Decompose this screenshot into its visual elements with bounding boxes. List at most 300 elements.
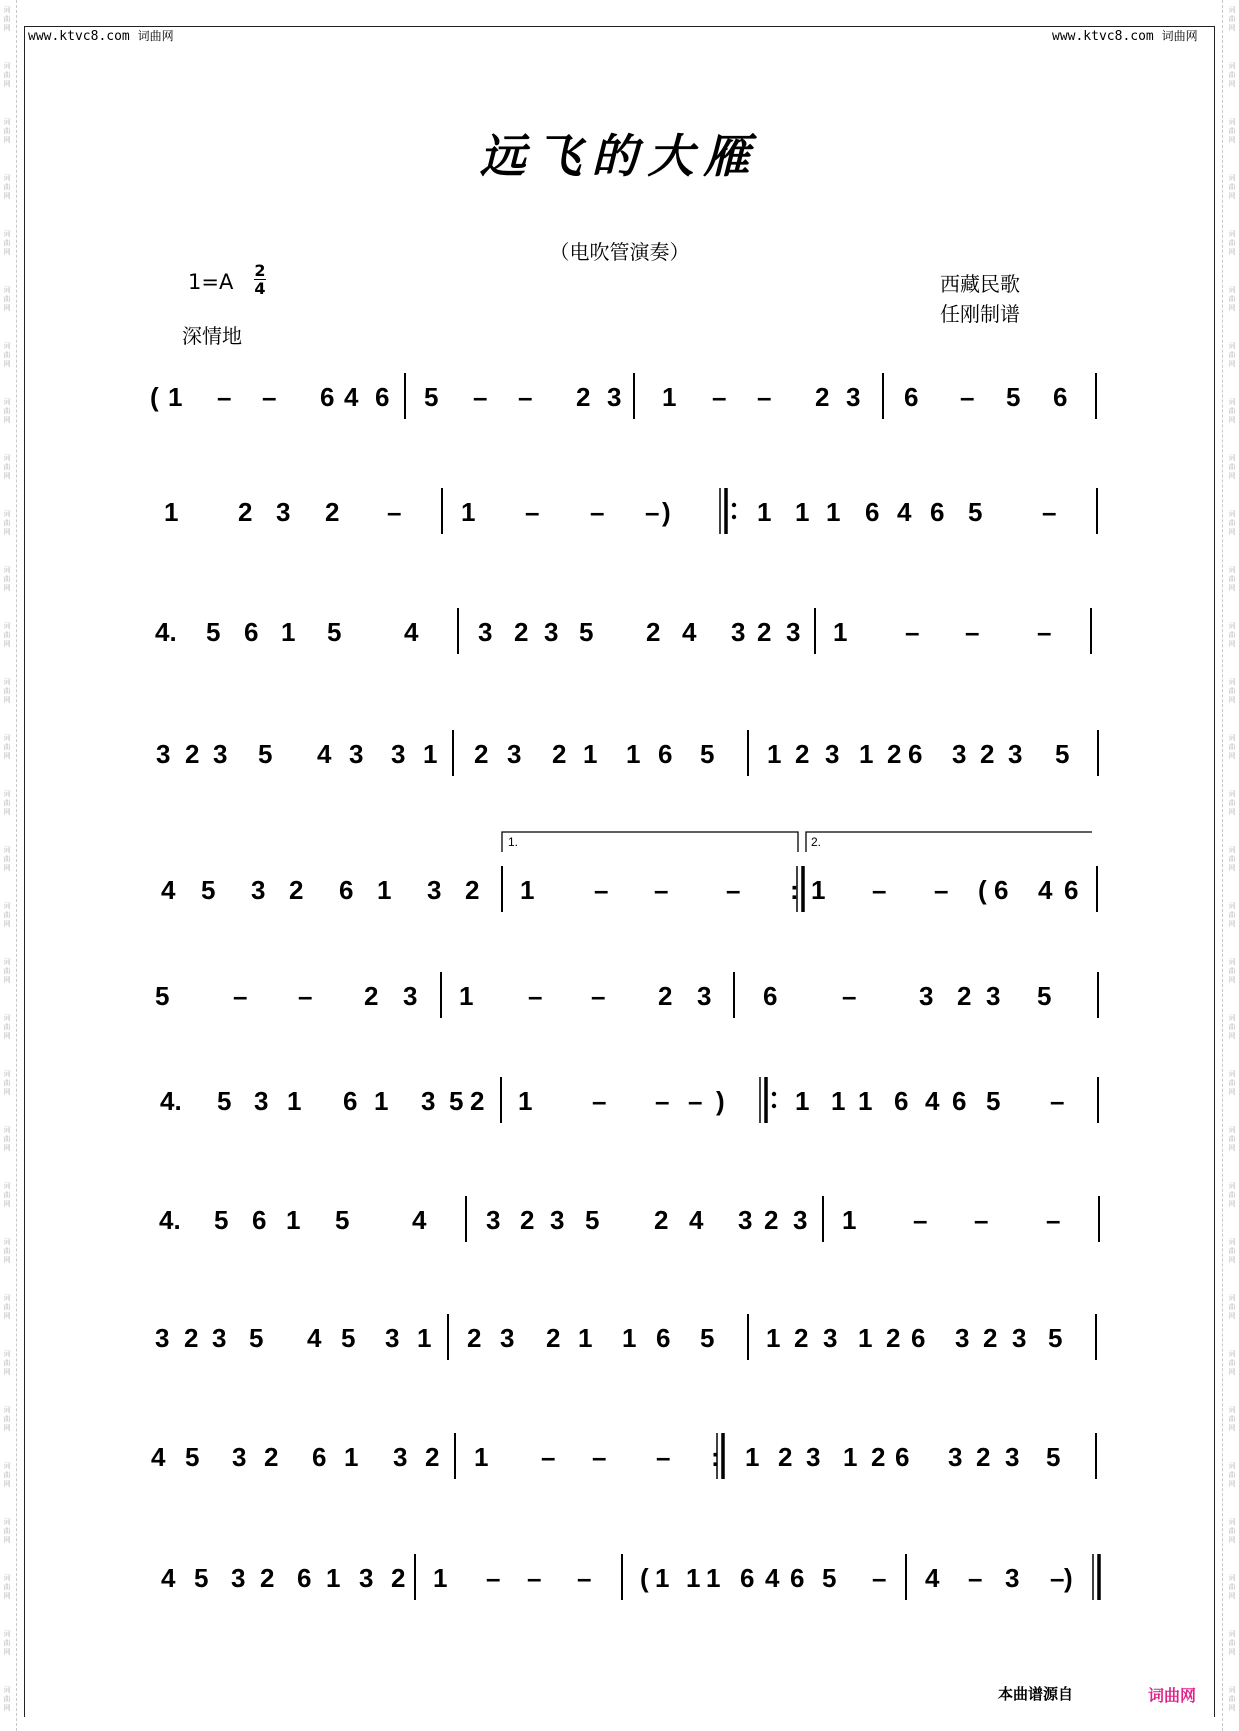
jianpu-note: 3 [986,981,1001,1011]
jianpu-note: 5 [249,1323,264,1353]
jianpu-note: 1 [374,1086,389,1116]
jianpu-note: 1 [164,497,179,527]
jianpu-note: 1 [842,1205,857,1235]
volta-1-label: 1. [508,835,519,849]
jianpu-note: 2 [871,1442,886,1472]
jianpu-note: 2 [778,1442,793,1472]
watermark-glyph: 词 曲 网 [3,790,11,816]
jianpu-note: 1 [858,1323,873,1353]
jianpu-note: 3 [403,981,418,1011]
watermark-glyph: 词 曲 网 [3,902,11,928]
jianpu-note: 2 [470,1086,485,1116]
watermark-glyph: 词 曲 网 [3,1630,11,1656]
site-url-left[interactable]: www.ktvc8.com 词曲网 [28,29,174,44]
jianpu-note: 5 [1006,382,1021,412]
jianpu-note: 3 [544,617,559,647]
dash-note: – [541,1442,556,1472]
paren-mark: ( [640,1563,649,1593]
jianpu-note: 6 [339,875,354,905]
jianpu-note: 2 [474,739,489,769]
dash-note: – [528,981,543,1011]
jianpu-note: 4 [404,617,419,647]
watermark-glyph: 词 曲 网 [1228,1294,1236,1320]
jianpu-note: 2 [815,382,830,412]
jianpu-note: 6 [952,1086,967,1116]
jianpu-note: 6 [297,1563,312,1593]
jianpu-note: 2 [757,617,772,647]
jianpu-note: 3 [427,875,442,905]
jianpu-note: 1 [433,1563,448,1593]
jianpu-note: 4. [159,1205,181,1235]
dash-note: – [233,981,248,1011]
watermark-glyph: 词 曲 网 [3,1574,11,1600]
jianpu-note: 2 [552,739,567,769]
jianpu-note: 3 [251,875,266,905]
score-title: 远飞的大雁 [479,129,760,183]
watermark-glyph: 词 曲 网 [1228,62,1236,88]
watermark-glyph: 词 曲 网 [3,1294,11,1320]
jianpu-note: 5 [700,739,715,769]
watermark-glyph: 词 曲 网 [3,398,11,424]
jianpu-note: 1 [326,1563,341,1593]
jianpu-note: 4 [161,1563,176,1593]
jianpu-note: 6 [320,382,335,412]
jianpu-note: 3 [952,739,967,769]
watermark-glyph: 词 曲 网 [1228,790,1236,816]
jianpu-note: 1 [662,382,677,412]
jianpu-note: 3 [254,1086,269,1116]
dash-note: – [592,1442,607,1472]
jianpu-note: 3 [478,617,493,647]
jianpu-note: 5 [185,1442,200,1472]
jianpu-note: 4 [682,617,697,647]
dash-note: – [872,875,887,905]
watermark-glyph: 词 曲 网 [1228,1350,1236,1376]
jianpu-note: 3 [550,1205,565,1235]
dash-note: – [654,875,669,905]
jianpu-note: 3 [232,1442,247,1472]
dash-note: – [217,382,232,412]
watermark-glyph: 词 曲 网 [3,622,11,648]
dash-note: – [842,981,857,1011]
jianpu-note: 4 [161,875,176,905]
watermark-glyph: 词 曲 网 [3,1462,11,1488]
jianpu-note: 4 [897,497,912,527]
jianpu-note: 3 [607,382,622,412]
jianpu-note: 1 [287,1086,302,1116]
jianpu-note: 4 [317,739,332,769]
jianpu-note: 3 [507,739,522,769]
watermark-glyph: 词 曲 网 [1228,230,1236,256]
jianpu-note: 3 [212,1323,227,1353]
jianpu-note: 1 [766,1323,781,1353]
jianpu-note: 2 [980,739,995,769]
dash-note: – [688,1086,703,1116]
watermark-glyph: 词 曲 网 [3,566,11,592]
jianpu-note: 3 [486,1205,501,1235]
jianpu-note: 1 [518,1086,533,1116]
jianpu-note: 5 [585,1205,600,1235]
jianpu-note: 3 [391,739,406,769]
dash-note: – [594,875,609,905]
dash-note: – [525,497,540,527]
jianpu-note: 3 [793,1205,808,1235]
jianpu-note: 2 [260,1563,275,1593]
time-signature-bottom: 4 [254,279,266,298]
paren-mark: ( [978,875,987,905]
watermark-glyph: 词 曲 网 [3,118,11,144]
repeat-dot [772,1092,776,1096]
watermark-glyph: 词 曲 网 [3,678,11,704]
jianpu-note: 1 [626,739,641,769]
paren-mark: ) [1064,1563,1073,1593]
watermark-glyph: 词 曲 网 [1228,118,1236,144]
jianpu-note: 2 [520,1205,535,1235]
jianpu-note: 5 [700,1323,715,1353]
volta-1 [502,832,798,852]
jianpu-note: 2 [886,1323,901,1353]
watermark-glyph: 词 曲 网 [3,230,11,256]
jianpu-note: 5 [1046,1442,1061,1472]
jianpu-note: 6 [312,1442,327,1472]
watermark-glyph: 词 曲 网 [3,1518,11,1544]
jianpu-note: 2 [957,981,972,1011]
jianpu-note: 3 [385,1323,400,1353]
watermark-glyph: 词 曲 网 [1228,1406,1236,1432]
jianpu-note: 3 [825,739,840,769]
jianpu-note: 1 [811,875,826,905]
jianpu-note: 2 [514,617,529,647]
jianpu-note: 3 [359,1563,374,1593]
watermark-glyph: 词 曲 网 [1228,1014,1236,1040]
jianpu-note: 1 [520,875,535,905]
jianpu-note: 2 [576,382,591,412]
jianpu-note: 3 [1008,739,1023,769]
jianpu-note: 1 [655,1563,670,1593]
watermark-glyph: 词 曲 网 [1228,734,1236,760]
watermark-glyph: 词 曲 网 [3,1238,11,1264]
watermark-glyph: 词 曲 网 [3,846,11,872]
jianpu-note: 1 [417,1323,432,1353]
jianpu-note: 6 [930,497,945,527]
time-signature-top: 2 [254,261,266,280]
jianpu-note: 6 [895,1442,910,1472]
jianpu-note: 5 [335,1205,350,1235]
jianpu-note: 1 [826,497,841,527]
paren-mark: ) [716,1086,725,1116]
dash-note: – [656,1442,671,1472]
jianpu-note: 6 [375,382,390,412]
jianpu-note: 3 [919,981,934,1011]
repeat-dot [772,1104,776,1108]
jianpu-note: 2 [764,1205,779,1235]
jianpu-note: 2 [658,981,673,1011]
jianpu-note: 3 [349,739,364,769]
watermark-glyph: 词 曲 网 [1228,286,1236,312]
jianpu-note: 1 [474,1442,489,1472]
watermark-glyph: 词 曲 网 [1228,1182,1236,1208]
jianpu-note: 6 [740,1563,755,1593]
jianpu-note: 5 [1055,739,1070,769]
jianpu-note: 5 [1037,981,1052,1011]
dash-note: – [1042,497,1057,527]
dash-note: – [905,617,920,647]
jianpu-note: 6 [865,497,880,527]
watermark-glyph: 词 曲 网 [1228,1126,1236,1152]
jianpu-note: 4 [412,1205,427,1235]
jianpu-note: 2 [364,981,379,1011]
jianpu-note: 2 [184,1323,199,1353]
jianpu-note: 5 [968,497,983,527]
jianpu-note: 1 [859,739,874,769]
jianpu-note: 6 [252,1205,267,1235]
jianpu-note: 4 [765,1563,780,1593]
song-origin: 西藏民歌 [940,272,1020,296]
jianpu-note: 4 [151,1442,166,1472]
watermark-glyph: 词 曲 网 [3,454,11,480]
watermark-glyph: 词 曲 网 [1228,622,1236,648]
jianpu-note: 1 [858,1086,873,1116]
watermark-glyph: 词 曲 网 [3,62,11,88]
jianpu-note: 4. [160,1086,182,1116]
jianpu-note: 2 [238,497,253,527]
jianpu-note: 1 [795,497,810,527]
arranger-credit: 任刚制谱 [940,302,1020,326]
site-url-right[interactable]: www.ktvc8.com 词曲网 [1052,29,1198,44]
jianpu-note: 1 [795,1086,810,1116]
dash-note: – [872,1563,887,1593]
jianpu-note: 2 [546,1323,561,1353]
jianpu-note: 5 [1048,1323,1063,1353]
watermark-glyph: 词 曲 网 [3,342,11,368]
dash-note: – [1050,1086,1065,1116]
source-site-link[interactable]: 词曲网 [1148,1686,1197,1705]
jianpu-note: 5 [217,1086,232,1116]
jianpu-note: 6 [658,739,673,769]
jianpu-note: 2 [887,739,902,769]
watermark-glyph: 词 曲 网 [1228,846,1236,872]
jianpu-note: 3 [393,1442,408,1472]
jianpu-note: 5 [579,617,594,647]
dash-note: – [913,1205,928,1235]
jianpu-note: 3 [697,981,712,1011]
jianpu-note: 3 [156,739,171,769]
dash-note: – [965,617,980,647]
watermark-glyph: 词 曲 网 [1228,1574,1236,1600]
jianpu-note: 1 [583,739,598,769]
dash-note: – [577,1563,592,1593]
jianpu-note: 2 [289,875,304,905]
jianpu-note: 4 [689,1205,704,1235]
jianpu-note: 2 [391,1563,406,1593]
jianpu-note: 6 [790,1563,805,1593]
watermark-glyph: 词 曲 网 [1228,566,1236,592]
jianpu-note: 6 [908,739,923,769]
jianpu-note: 3 [846,382,861,412]
jianpu-note: 4 [925,1563,940,1593]
watermark-glyph: 词 曲 网 [3,734,11,760]
score-subtitle: （电吹管演奏） [549,240,690,264]
jianpu-note: 3 [421,1086,436,1116]
watermark-glyph: 词 曲 网 [3,6,11,32]
jianpu-note: 3 [155,1323,170,1353]
watermark-glyph: 词 曲 网 [3,174,11,200]
jianpu-note: 2 [185,739,200,769]
jianpu-note: 5 [258,739,273,769]
watermark-glyph: 词 曲 网 [3,1406,11,1432]
jianpu-note: 5 [206,617,221,647]
jianpu-note: 2 [983,1323,998,1353]
dash-note: – [757,382,772,412]
jianpu-note: 1 [831,1086,846,1116]
jianpu-note: 1 [423,739,438,769]
watermark-glyph: 词 曲 网 [1228,174,1236,200]
jianpu-note: 5 [449,1086,464,1116]
jianpu-note: 2 [794,1323,809,1353]
jianpu-note: 1 [459,981,474,1011]
watermark-glyph: 词 曲 网 [3,1014,11,1040]
jianpu-note: 2 [264,1442,279,1472]
jianpu-note: 5 [822,1563,837,1593]
dash-note: – [726,875,741,905]
jianpu-note: 5 [155,981,170,1011]
watermark-glyph: 词 曲 网 [1228,454,1236,480]
watermark-glyph: 词 曲 网 [3,510,11,536]
dash-note: – [591,981,606,1011]
jianpu-note: 3 [786,617,801,647]
dash-note: – [712,382,727,412]
dash-note: – [387,497,402,527]
dash-note: – [655,1086,670,1116]
jianpu-note: 3 [231,1563,246,1593]
key-signature: 1=A [188,270,234,294]
jianpu-note: 1 [286,1205,301,1235]
jianpu-note: 3 [738,1205,753,1235]
jianpu-note: 1 [757,497,772,527]
jianpu-note: 2 [654,1205,669,1235]
jianpu-note: 1 [767,739,782,769]
watermark-glyph: 词 曲 网 [1228,6,1236,32]
watermark-glyph: 词 曲 网 [3,286,11,312]
watermark-glyph: 词 曲 网 [1228,510,1236,536]
jianpu-note: 4. [155,617,177,647]
jianpu-note: 4 [925,1086,940,1116]
jianpu-note: 4 [1038,875,1053,905]
repeat-dot [732,503,736,507]
jianpu-note: 1 [686,1563,701,1593]
jianpu-note: 6 [343,1086,358,1116]
dash-note: – [960,382,975,412]
jianpu-note: 3 [806,1442,821,1472]
watermark-glyph: 词 曲 网 [3,1070,11,1096]
jianpu-note: 3 [1012,1323,1027,1353]
watermark-glyph: 词 曲 网 [1228,1462,1236,1488]
watermark-glyph: 词 曲 网 [1228,1518,1236,1544]
jianpu-note: 1 [622,1323,637,1353]
watermark-glyph: 词 曲 网 [3,1350,11,1376]
source-label: 本曲谱源自 [998,1685,1074,1703]
jianpu-note: 1 [706,1563,721,1593]
jianpu-note: 2 [465,875,480,905]
watermark-glyph: 词 曲 网 [3,958,11,984]
volta-2-label: 2. [811,835,822,849]
dash-note: – [968,1563,983,1593]
dash-note: – [592,1086,607,1116]
watermark-glyph: 词 曲 网 [3,1182,11,1208]
dash-note: – [1050,1563,1065,1593]
dash-note: – [645,497,660,527]
jianpu-note: 5 [341,1323,356,1353]
jianpu-note: 4 [344,382,359,412]
dash-note: – [1046,1205,1061,1235]
jianpu-note: 6 [244,617,259,647]
jianpu-note: 1 [344,1442,359,1472]
dash-note: – [527,1563,542,1593]
repeat-dot [732,515,736,519]
dash-note: – [974,1205,989,1235]
jianpu-note: 3 [213,739,228,769]
jianpu-note: 1 [578,1323,593,1353]
jianpu-note: 3 [1005,1563,1020,1593]
jianpu-note: 4 [307,1323,322,1353]
jianpu-note: 3 [955,1323,970,1353]
jianpu-note: 6 [994,875,1009,905]
jianpu-note: 1 [461,497,476,527]
watermark-glyph: 词 曲 网 [1228,1070,1236,1096]
dash-note: – [1037,617,1052,647]
jianpu-note: 2 [425,1442,440,1472]
jianpu-note: 1 [377,875,392,905]
watermark-glyph: 词 曲 网 [1228,342,1236,368]
jianpu-note: 3 [823,1323,838,1353]
jianpu-note: 3 [731,617,746,647]
jianpu-note: 6 [894,1086,909,1116]
jianpu-note: 6 [656,1323,671,1353]
jianpu-note: 2 [646,617,661,647]
dash-note: – [298,981,313,1011]
dash-note: – [473,382,488,412]
jianpu-note: 2 [795,739,810,769]
jianpu-note: 5 [201,875,216,905]
jianpu-note: 1 [281,617,296,647]
jianpu-note: 5 [424,382,439,412]
jianpu-note: : [790,875,799,905]
jianpu-note: 2 [976,1442,991,1472]
watermark-glyph: 词 曲 网 [3,1686,11,1712]
jianpu-note: 1 [833,617,848,647]
jianpu-note: 2 [325,497,340,527]
paren-mark: ( [150,382,159,412]
jianpu-note: 2 [467,1323,482,1353]
jianpu-note: 6 [904,382,919,412]
jianpu-note: 3 [500,1323,515,1353]
jianpu-note: 6 [911,1323,926,1353]
jianpu-note: 1 [843,1442,858,1472]
jianpu-note: 3 [1005,1442,1020,1472]
watermark-glyph: 词 曲 网 [1228,902,1236,928]
tempo-marking: 深情地 [182,324,242,348]
watermark-glyph: 词 曲 网 [1228,958,1236,984]
dash-note: – [262,382,277,412]
watermark-glyph: 词 曲 网 [1228,1686,1236,1712]
watermark-glyph: 词 曲 网 [1228,1238,1236,1264]
jianpu-note: 5 [194,1563,209,1593]
dash-note: – [486,1563,501,1593]
jianpu-note: 6 [763,981,778,1011]
jianpu-note: 6 [1053,382,1068,412]
watermark-glyph: 词 曲 网 [1228,678,1236,704]
jianpu-note: 5 [986,1086,1001,1116]
